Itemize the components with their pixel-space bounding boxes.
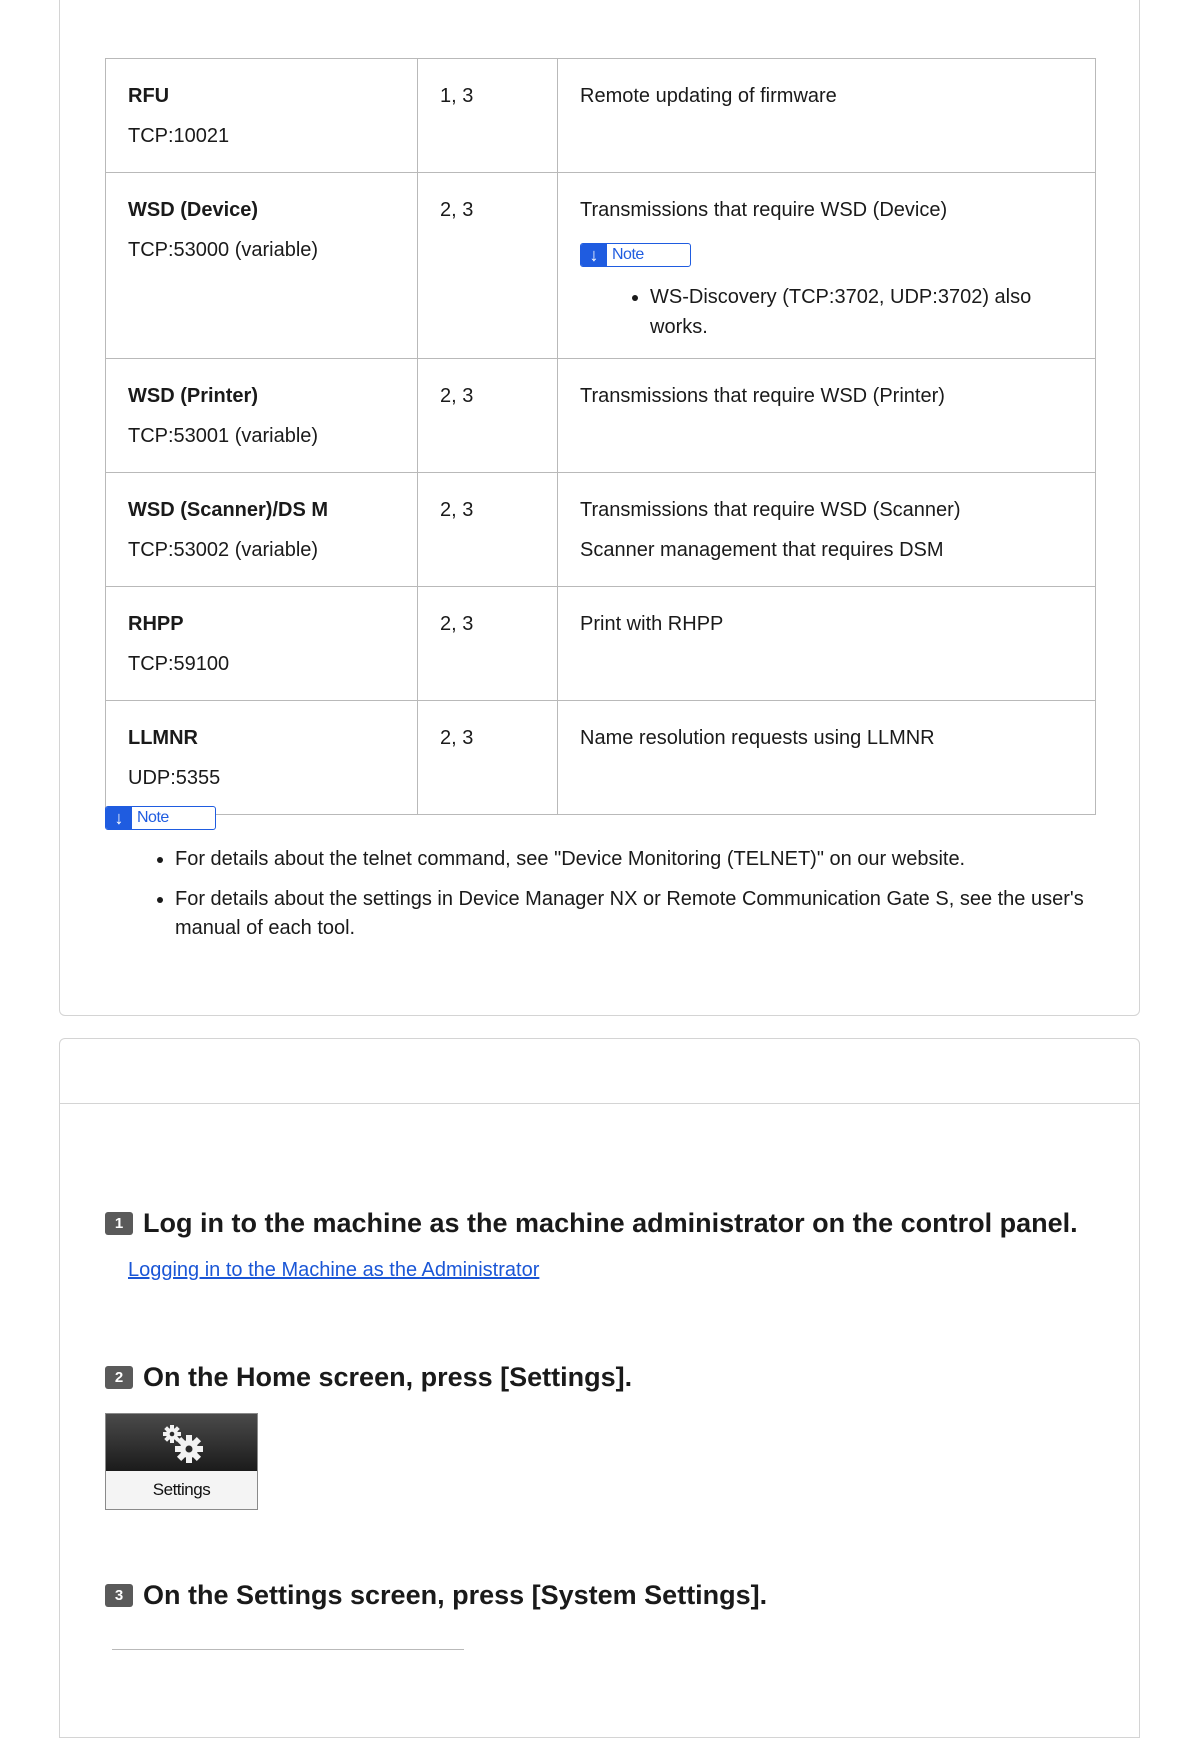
table-row: [106, 701, 1096, 815]
cell-note: [580, 234, 1073, 342]
protocol-name: LLMNR: [128, 727, 198, 749]
protocol-cell: [106, 587, 418, 701]
list-item: • For details about the settings in Device Manager NX or Remote Communication Gate S, see the user's manual of each tool.: [175, 885, 1105, 943]
levels-cell: [418, 473, 558, 587]
arrow-down-icon: ↓: [106, 807, 132, 829]
levels-cell: [418, 587, 558, 701]
levels-cell: [418, 359, 558, 473]
step-number-badge: 2: [105, 1366, 133, 1389]
note-section: [105, 806, 216, 830]
settings-button-label: Settings: [106, 1471, 257, 1509]
description-cell: [558, 587, 1096, 701]
step-2: [105, 1362, 632, 1393]
levels-value: 2, 3: [440, 727, 474, 749]
description-text: Scanner management that requires DSM: [580, 539, 944, 561]
description-text: Transmissions that require WSD (Printer): [580, 385, 945, 407]
step-text: Log in to the machine as the machine administrator on the control panel.: [143, 1208, 1078, 1238]
note-label: Note: [137, 809, 169, 826]
protocol-name: WSD (Scanner)/DS M: [128, 499, 329, 521]
protocol-port: TCP:53002 (variable): [128, 539, 319, 561]
table-row: [106, 587, 1096, 701]
settings-button-icon-area: [106, 1414, 257, 1471]
cell-note-list: [580, 282, 1073, 342]
table-row: [106, 59, 1096, 173]
arrow-down-icon: ↓: [581, 244, 607, 266]
protocol-port: TCP:53000 (variable): [128, 239, 319, 261]
protocol-cell: [106, 59, 418, 173]
protocol-cell: [106, 473, 418, 587]
levels-value: 2, 3: [440, 499, 474, 521]
description-text: Transmissions that require WSD (Scanner): [580, 499, 961, 521]
protocol-cell: [106, 701, 418, 815]
description-cell: [558, 59, 1096, 173]
protocol-name: RHPP: [128, 613, 184, 635]
levels-cell: [418, 59, 558, 173]
login-admin-link[interactable]: Logging in to the Machine as the Administrator: [128, 1259, 540, 1281]
protocol-port: TCP:59100: [128, 653, 230, 675]
protocol-port: TCP:53001 (variable): [128, 425, 319, 447]
levels-value: 2, 3: [440, 385, 474, 407]
description-cell: [558, 473, 1096, 587]
step-text: On the Settings screen, press [System Settings].: [143, 1580, 768, 1610]
levels-value: 1, 3: [440, 85, 474, 107]
step-number-badge: 3: [105, 1584, 133, 1607]
settings-button[interactable]: [105, 1413, 258, 1510]
table-row: [106, 359, 1096, 473]
note-label: Note: [612, 245, 644, 263]
table-row: [106, 173, 1096, 359]
levels-cell: [418, 701, 558, 815]
description-cell: [558, 173, 1096, 359]
levels-value: 2, 3: [440, 613, 474, 635]
table-row: [106, 473, 1096, 587]
note-badge: [580, 243, 691, 267]
protocol-cell: [106, 173, 418, 359]
note-badge: [105, 806, 216, 830]
description-cell: [558, 701, 1096, 815]
note-list: [150, 845, 1105, 954]
procedure-panel-header: [60, 1039, 1139, 1104]
step-text: On the Home screen, press [Settings].: [143, 1362, 633, 1392]
protocol-name: RFU: [128, 85, 170, 107]
levels-value: 2, 3: [440, 199, 474, 221]
description-text: Remote updating of firmware: [580, 85, 837, 107]
protocol-name: WSD (Device): [128, 199, 259, 221]
description-text: Name resolution requests using LLMNR: [580, 727, 935, 749]
description-text: Print with RHPP: [580, 613, 724, 635]
description-cell: [558, 359, 1096, 473]
list-item: • WS-Discovery (TCP:3702, UDP:3702) also works.: [650, 282, 1073, 342]
protocol-port: UDP:5355: [128, 767, 221, 789]
step-number-badge: 1: [105, 1212, 133, 1235]
ports-table: [105, 58, 1096, 815]
step-3: [105, 1580, 767, 1611]
protocol-cell: [106, 359, 418, 473]
description-text: Transmissions that require WSD (Device): [580, 199, 948, 221]
levels-cell: [418, 173, 558, 359]
protocol-name: WSD (Printer): [128, 385, 258, 407]
gear-icon: [159, 1421, 205, 1465]
list-item: • For details about the telnet command, see "Device Monitoring (TELNET)" on our website.: [175, 845, 1105, 874]
step-1: [105, 1208, 1078, 1239]
protocol-port: TCP:10021: [128, 125, 230, 147]
